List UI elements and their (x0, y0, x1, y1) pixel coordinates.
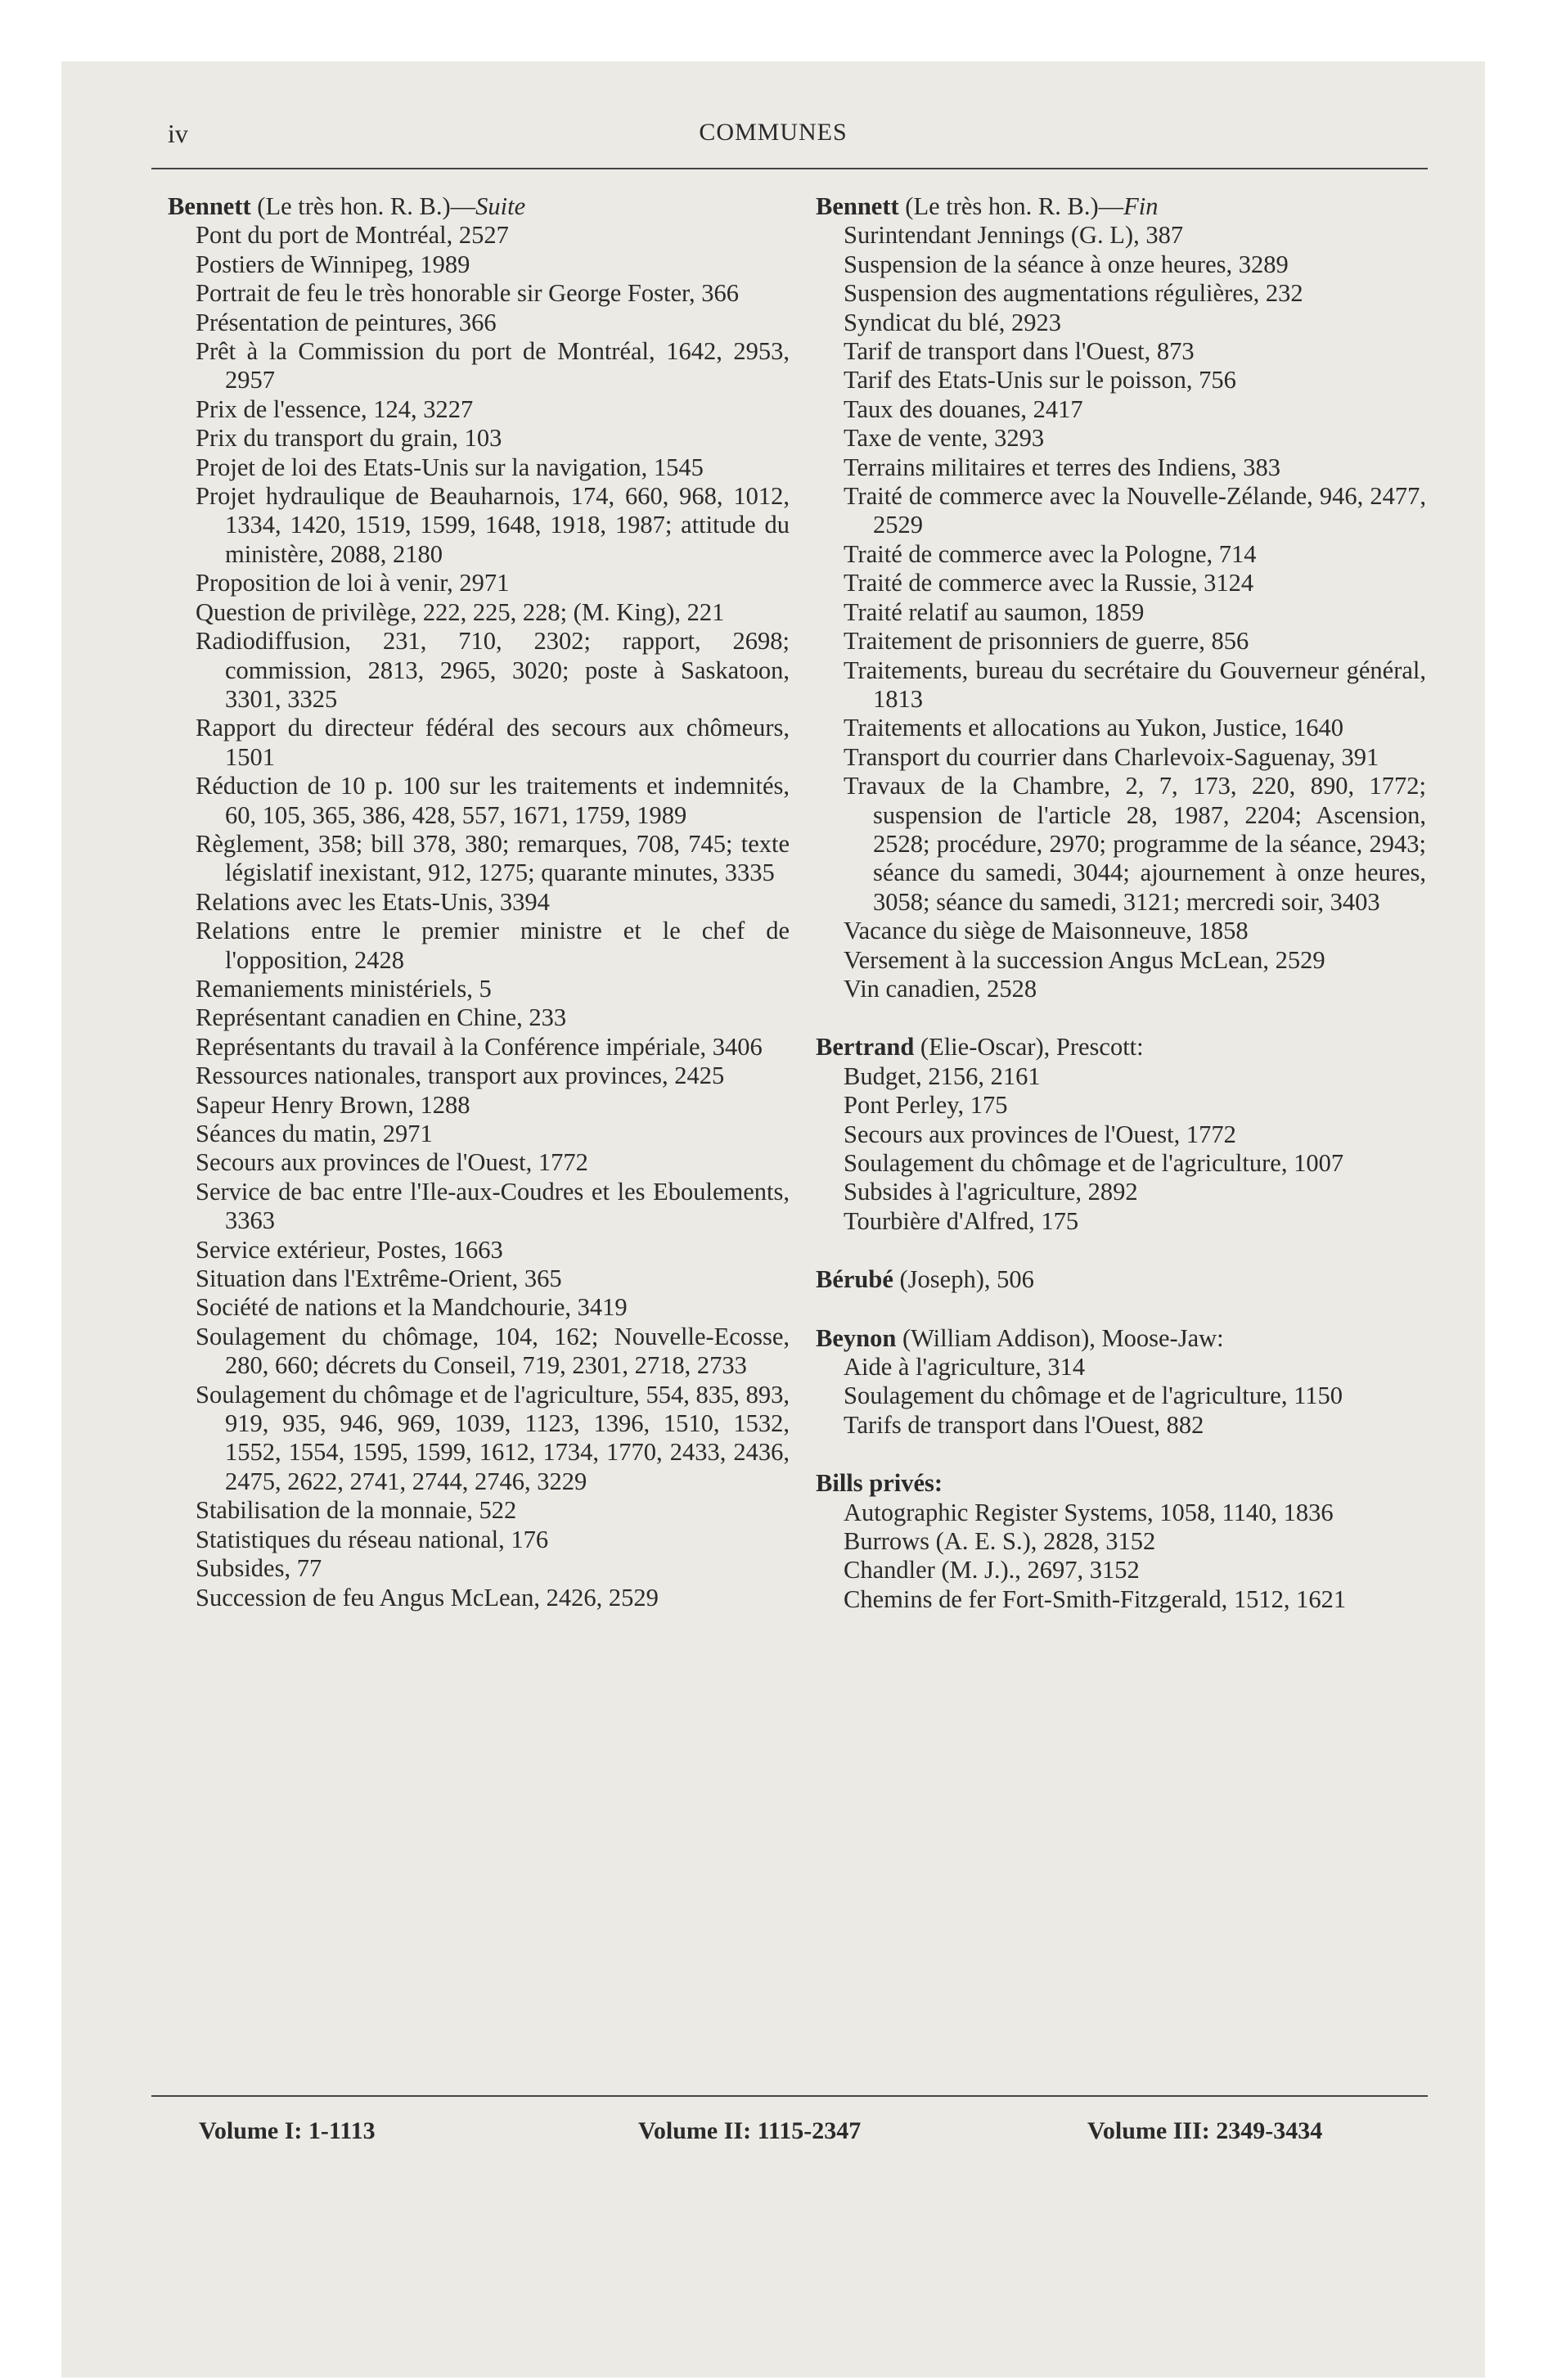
left-column (168, 192, 790, 1612)
entry-heading-bills-prives (816, 1469, 1426, 1498)
index-entry: Relations avec les Etats-Unis, 3394 (196, 887, 550, 916)
page-header (61, 119, 1485, 168)
index-entry: Suspension de la séance à onze heures, 3289 (844, 250, 1289, 278)
index-entry: Traitement de prisonniers de guerre, 856 (844, 627, 1249, 656)
volume-3-range: Volume III: 2349-3434 (1087, 2117, 1323, 2144)
right-column (816, 192, 1426, 1614)
index-entry: Projet de loi des Etats-Unis sur la navigation, 1545 (196, 453, 704, 481)
entry-name: Bennett (816, 192, 899, 220)
running-title: COMMUNES (699, 119, 848, 146)
index-entry: Tarifs de transport dans l'Ouest, 882 (844, 1410, 1204, 1439)
index-entry: Chandler (M. J.)., 2697, 3152 (844, 1556, 1140, 1584)
index-entry: Réduction de 10 p. 100 sur les traitements et indemnités, 60, 105, 365, 386, 428, 557, 1671, 1759, 1989 (196, 772, 790, 829)
index-entry: Séances du matin, 2971 (196, 1120, 433, 1147)
index-entry: Travaux de la Chambre, 2, 7, 173, 220, 890, 1772; suspension de l'article 28, 1987, 2204; Ascension, 2528; procédure, 2970; programme de la séance, 2943; séance du samedi, 3044; ajournement à onze heures, 3058; séance du samedi, 3121; mercredi soir, 3403 (844, 772, 1426, 916)
index-entry: Représentants du travail à la Conférence impériale, 3406 (196, 1032, 763, 1061)
index-entry: Subsides à l'agriculture, 2892 (844, 1178, 1138, 1206)
index-entry: Proposition de loi à venir, 2971 (196, 569, 510, 597)
entry-qualifier: (Le très hon. R. B.)— (250, 192, 476, 220)
index-entry: Traité de commerce avec la Russie, 3124 (844, 569, 1254, 597)
header-rule (151, 168, 1428, 169)
index-entry: Service de bac entre l'Ile-aux-Coudres et les Eboulements, 3363 (196, 1177, 790, 1235)
index-entry: Traitements et allocations au Yukon, Justice, 1640 (844, 714, 1344, 742)
entry-name: Beynon (816, 1323, 897, 1352)
index-entry: Postiers de Winnipeg, 1989 (196, 250, 470, 278)
entry-qualifier: (William Addison), Moose-Jaw: (896, 1323, 1224, 1352)
index-entry: Représentant canadien en Chine, 233 (196, 1003, 567, 1032)
index-entry: Traité de commerce avec la Pologne, 714 (844, 539, 1257, 568)
index-entry: Burrows (A. E. S.), 2828, 3152 (844, 1527, 1156, 1556)
entry-suffix: Fin (1123, 192, 1159, 220)
entry-heading-bennett-fin (816, 192, 1426, 221)
bertrand-item-list (816, 1062, 1426, 1236)
index-entry: Secours aux provinces de l'Ouest, 1772 (196, 1148, 588, 1177)
index-entry: Projet hydraulique de Beauharnois, 174, 660, 968, 1012, 1334, 1420, 1519, 1599, 1648, 1918, 1987; attitude du ministère, 2088, 2180 (196, 482, 790, 568)
index-entry: Secours aux provinces de l'Ouest, 1772 (844, 1120, 1236, 1148)
index-entry: Vacance du siège de Maisonneuve, 1858 (844, 917, 1249, 945)
index-entry: Aide à l'agriculture, 314 (844, 1353, 1086, 1382)
index-entry: Soulagement du chômage et de l'agriculture, 554, 835, 893, 919, 935, 946, 969, 1039, 1123, 1396, 1510, 1532, 1552, 1554, 1595, 1599, 1612, 1734, 1770, 2433, 2436, 2475, 2622, 2741, 2744, 2746, 3229 (196, 1380, 790, 1495)
entry-name: Bertrand (816, 1033, 915, 1062)
index-entry: Règlement, 358; bill 378, 380; remarques, 708, 745; texte législatif inexistant, 912, 1275; quarante minutes, 3335 (196, 829, 790, 887)
index-entry: Prix du transport du grain, 103 (196, 424, 502, 453)
index-entry: Remaniements ministériels, 5 (196, 974, 492, 1003)
index-entry: Prix de l'essence, 124, 3227 (196, 394, 474, 423)
index-entry: Succession de feu Angus McLean, 2426, 2529 (196, 1583, 659, 1611)
index-page (61, 61, 1485, 2378)
index-entry: Statistiques du réseau national, 176 (196, 1525, 549, 1553)
index-entry: Budget, 2156, 2161 (844, 1062, 1041, 1090)
index-entry: Suspension des augmentations régulières, 232 (844, 279, 1303, 308)
index-entry: Présentation de peintures, 366 (196, 308, 497, 336)
index-entry: Ressources nationales, transport aux provinces, 2425 (196, 1062, 725, 1090)
index-entry: Situation dans l'Extrême-Orient, 365 (196, 1264, 562, 1293)
bills-item-list (816, 1499, 1426, 1615)
index-entry: Tourbière d'Alfred, 175 (844, 1206, 1079, 1235)
entry-heading-berube (816, 1265, 1426, 1294)
index-entry: Relations entre le premier ministre et le chef de l'opposition, 2428 (196, 917, 790, 974)
index-entry: Autographic Register Systems, 1058, 1140, 1836 (844, 1498, 1334, 1526)
footer-rule (151, 2095, 1428, 2097)
index-entry: Taux des douanes, 2417 (844, 394, 1083, 423)
index-entry: Soulagement du chômage et de l'agriculture, 1007 (844, 1149, 1344, 1177)
entry-qualifier: (Le très hon. R. B.)— (898, 192, 1124, 220)
page-number: iv (168, 119, 188, 148)
index-entry: Traité relatif au saumon, 1859 (844, 597, 1145, 626)
index-entry: Pont Perley, 175 (844, 1091, 1008, 1120)
index-entry: Transport du courrier dans Charlevoix-Saguenay, 391 (844, 742, 1379, 771)
entry-suffix: Suite (475, 192, 526, 220)
index-entry: Surintendant Jennings (G. L), 387 (844, 221, 1184, 250)
volume-2-range: Volume II: 1115-2347 (638, 2117, 862, 2144)
index-entry: Société de nations et la Mandchourie, 3419 (196, 1293, 628, 1322)
entry-name: Bennett (168, 192, 251, 220)
entry-name: Bérubé (816, 1265, 893, 1294)
entry-qualifier: (Joseph), 506 (893, 1265, 1034, 1294)
index-entry: Versement à la succession Angus McLean, 2529 (844, 945, 1325, 974)
entry-heading-bertrand (816, 1033, 1426, 1062)
index-entry: Vin canadien, 2528 (844, 974, 1037, 1003)
index-entry: Chemins de fer Fort-Smith-Fitzgerald, 1512, 1621 (844, 1584, 1347, 1613)
index-entry: Prêt à la Commission du port de Montréal, 1642, 2953, 2957 (196, 337, 790, 394)
index-entry: Tarif des Etats-Unis sur le poisson, 756 (844, 366, 1236, 394)
index-entry: Radiodiffusion, 231, 710, 2302; rapport, 2698; commission, 2813, 2965, 3020; poste à Saskatoon, 3301, 3325 (196, 627, 790, 713)
index-entry: Sapeur Henry Brown, 1288 (196, 1090, 470, 1119)
entry-name: Bills privés: (816, 1469, 943, 1498)
index-entry: Stabilisation de la monnaie, 522 (196, 1496, 517, 1525)
entry-heading-bennett-suite (168, 192, 790, 221)
index-entry: Portrait de feu le très honorable sir George Foster, 366 (196, 279, 739, 308)
entry-heading-beynon (816, 1324, 1426, 1353)
left-item-list (168, 221, 790, 1612)
index-entry: Syndicat du blé, 2923 (844, 308, 1061, 336)
index-entry: Traité de commerce avec la Nouvelle-Zélande, 946, 2477, 2529 (844, 482, 1426, 539)
entry-qualifier: (Elie-Oscar), Prescott: (914, 1033, 1144, 1062)
volume-1-range: Volume I: 1-1113 (199, 2117, 376, 2144)
index-entry: Soulagement du chômage, 104, 162; Nouvelle-Ecosse, 280, 660; décrets du Conseil, 719, 2301, 2718, 2733 (196, 1322, 790, 1380)
bennett-item-list (816, 221, 1426, 1003)
index-entry: Rapport du directeur fédéral des secours aux chômeurs, 1501 (196, 714, 790, 771)
index-entry: Pont du port de Montréal, 2527 (196, 221, 509, 250)
beynon-item-list (816, 1353, 1426, 1440)
index-entry: Terrains militaires et terres des Indiens, 383 (844, 453, 1280, 481)
index-entry: Traitements, bureau du secrétaire du Gouverneur général, 1813 (844, 656, 1426, 713)
index-entry: Subsides, 77 (196, 1554, 322, 1583)
index-entry: Service extérieur, Postes, 1663 (196, 1235, 503, 1264)
index-entry: Soulagement du chômage et de l'agriculture, 1150 (844, 1382, 1343, 1410)
index-entry: Taxe de vente, 3293 (844, 424, 1045, 453)
index-entry: Tarif de transport dans l'Ouest, 873 (844, 337, 1195, 366)
index-entry: Question de privilège, 222, 225, 228; (M. King), 221 (196, 597, 725, 626)
